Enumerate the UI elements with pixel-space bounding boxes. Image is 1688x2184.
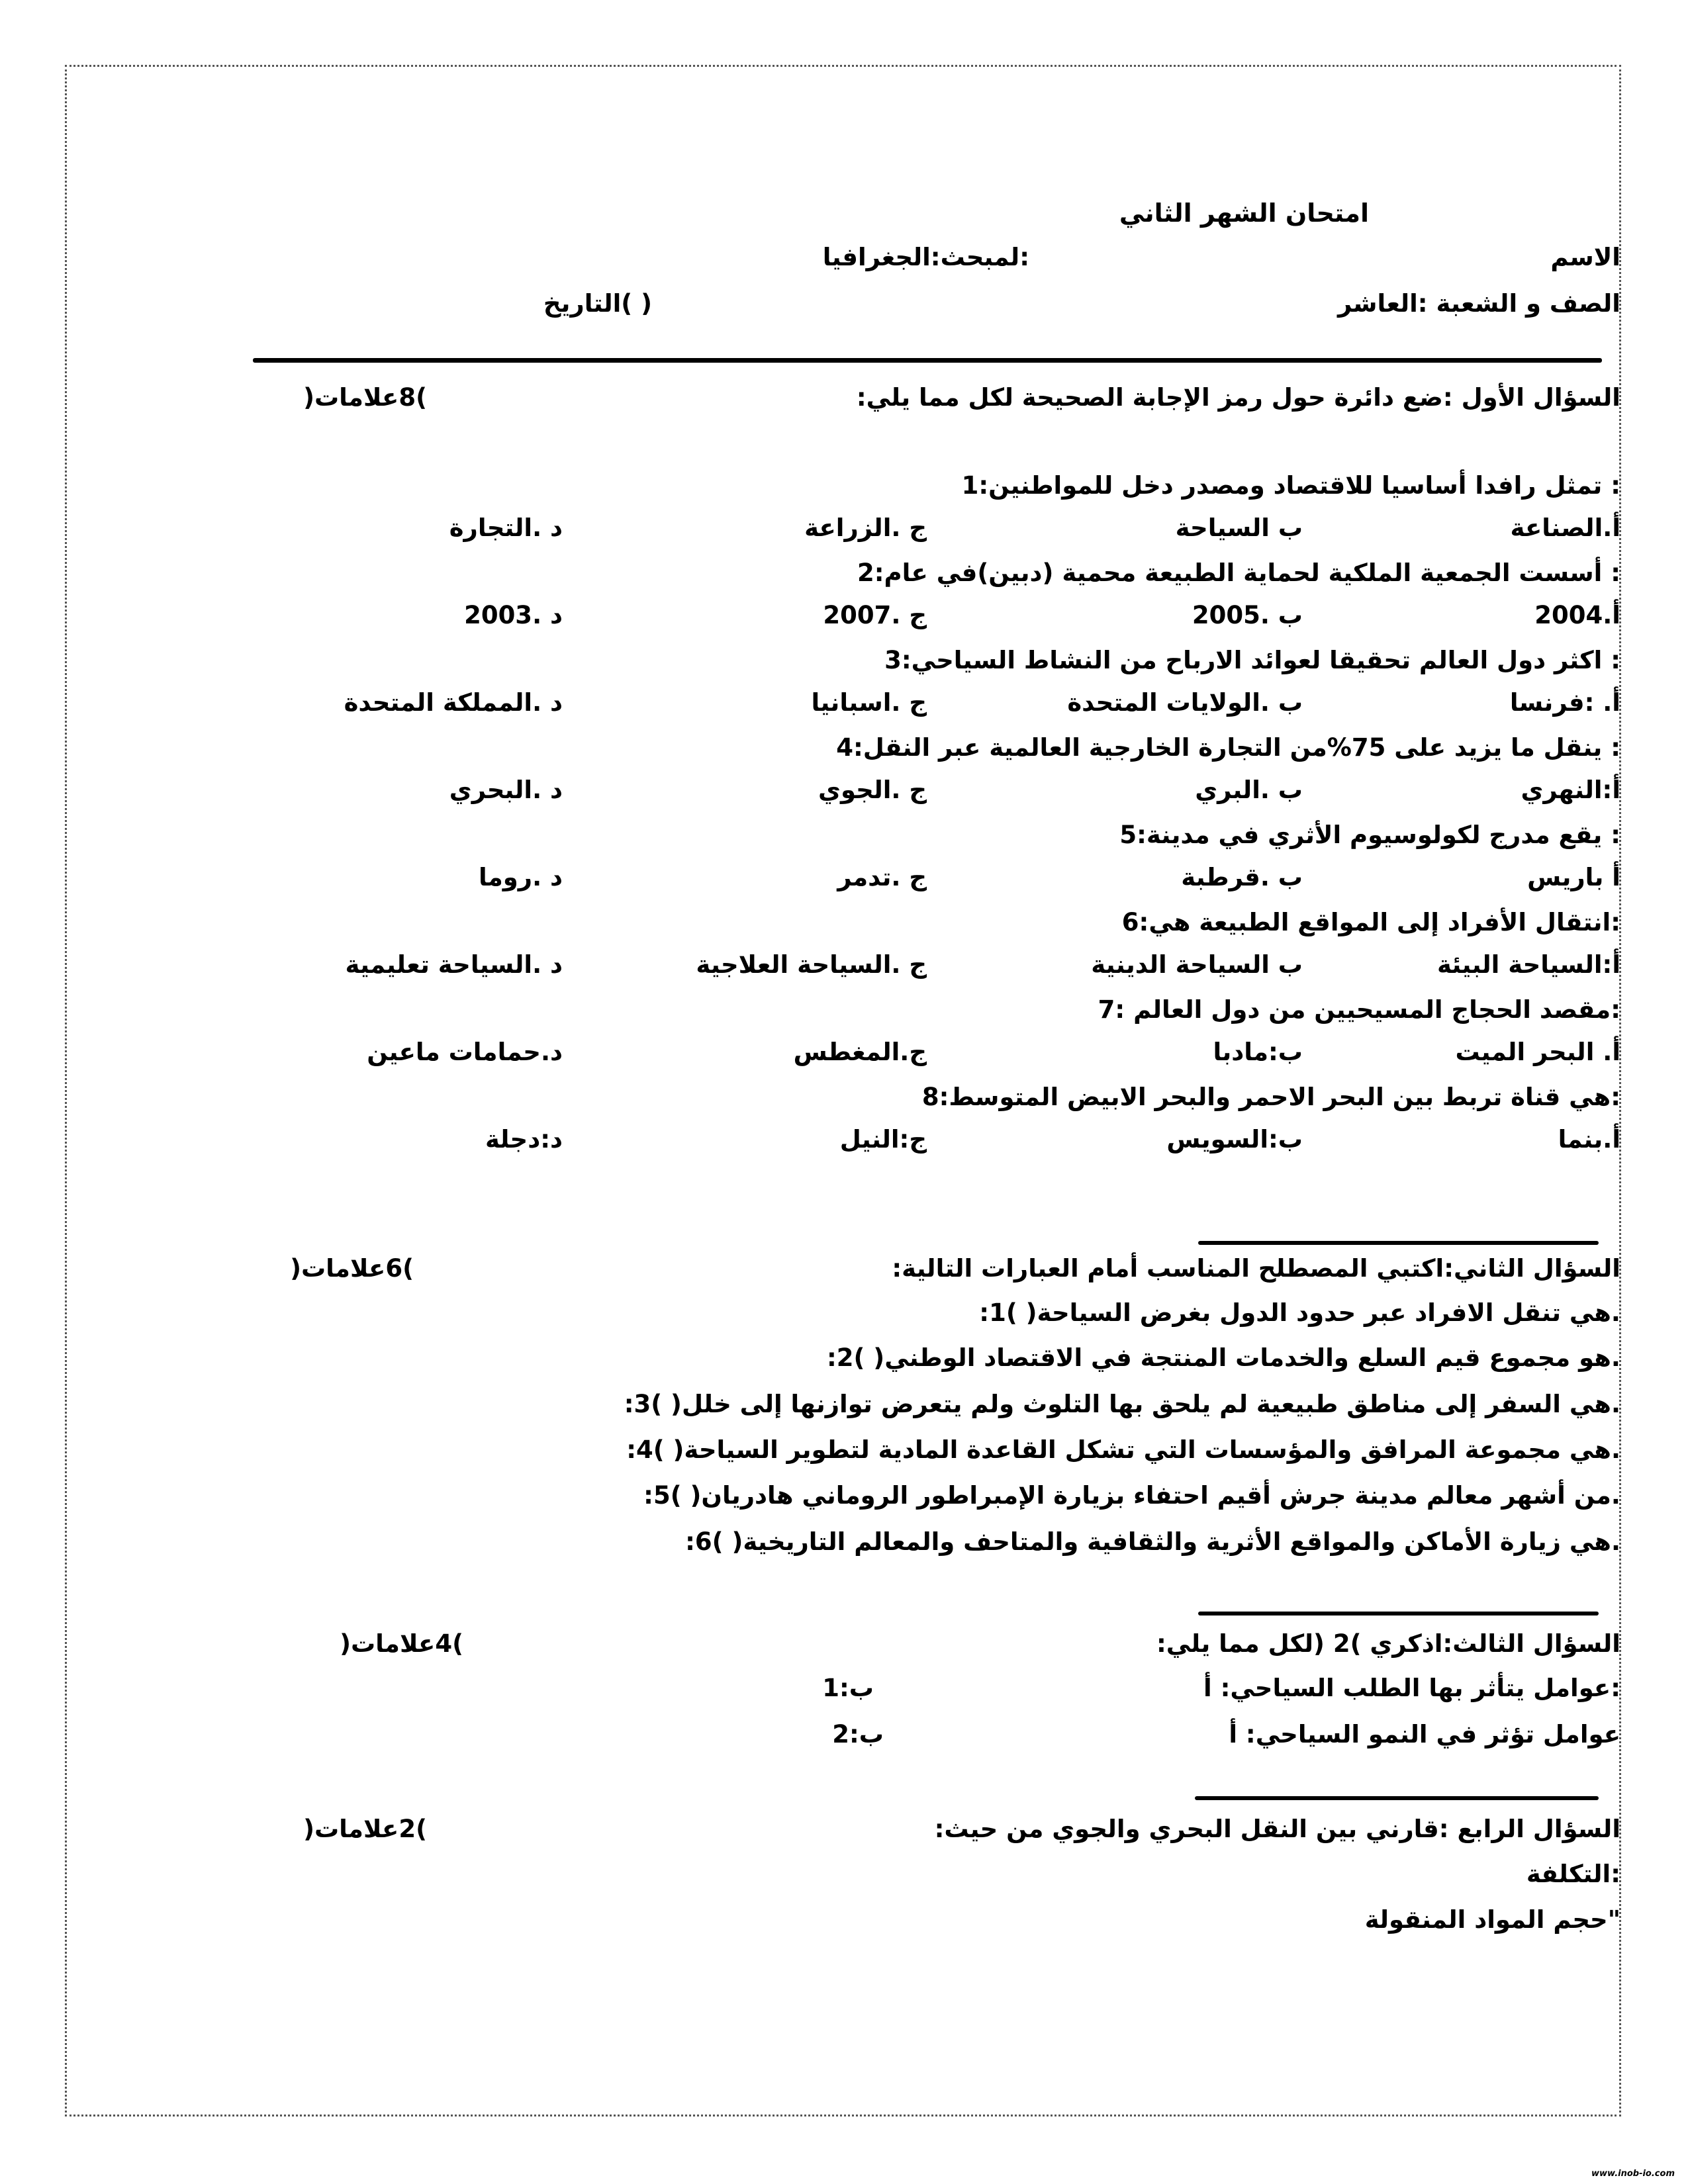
q1-option-c[interactable]: ج.المغطس <box>793 1038 927 1066</box>
q1-divider <box>1198 1241 1599 1245</box>
q1-option-d[interactable]: د .التجارة <box>449 514 563 542</box>
q1-option-a[interactable]: أ.2004 <box>1534 601 1620 629</box>
q1-option-d[interactable]: د.حمامات ماعين <box>367 1038 563 1066</box>
q1-title: السؤال الأول :ضع دائرة حول رمز الإجابة الصحيحة لكل مما يلي: <box>856 383 1620 412</box>
q1-option-b[interactable]: ب .الولايات المتحدة <box>1067 688 1303 717</box>
q2-item: .هي السفر إلى مناطق طبيعية لم يلحق بها التلوث ولم يتعرض توازنها إلى خلل( )3: <box>624 1390 1620 1418</box>
q1-option-a[interactable]: أ.بنما <box>1558 1125 1620 1154</box>
q1-option-b[interactable]: ب السياحة <box>1175 514 1303 542</box>
q1-question-stem: : أسست الجمعية الملكية لحماية الطبيعة محمية (دبين)في عام:2 <box>857 559 1620 587</box>
q1-option-b[interactable]: ب .2005 <box>1192 601 1303 629</box>
name-label: الاسم <box>1550 243 1620 271</box>
q1-question-stem: : تمثل رافدا أساسيا للاقتصاد ومصدر دخل للمواطنين:1 <box>961 471 1620 500</box>
q1-option-c[interactable]: ج .اسبانيا <box>811 688 927 717</box>
q1-option-b[interactable]: ب:مادبا <box>1213 1038 1303 1066</box>
q2-item: .هي تنقل الافراد عبر حدود الدول بغرض السياحة( )1: <box>979 1298 1620 1327</box>
q1-question-stem: : يقع مدرج لكولوسيوم الأثري في مدينة:5 <box>1119 821 1620 849</box>
q2-divider <box>1198 1612 1599 1615</box>
q1-option-c[interactable]: ج .تدمر <box>837 863 927 891</box>
subject-label: :لمبحث:الجغرافيا <box>822 243 1029 271</box>
q3-title: السؤال الثالث:اذكري )2 (لكل مما يلي: <box>1156 1629 1620 1658</box>
q2-item: .من أشهر معالم مدينة جرش أقيم احتفاء بزيارة الإمبراطور الروماني هادريان( )5: <box>643 1481 1620 1510</box>
q1-option-a[interactable]: أ:السياحة البيئة <box>1436 950 1620 979</box>
site-watermark: www.inob-io.com <box>1591 2169 1675 2179</box>
q3-item-label: عوامل تؤثر في النمو السياحي: أ <box>1229 1720 1620 1749</box>
q3-item-label: :عوامل يتأثر بها الطلب السياحي: أ <box>1203 1674 1620 1702</box>
q2-item: .هي مجموعة المرافق والمؤسسات التي تشكل القاعدة المادية لتطوير السياحة( )4: <box>626 1435 1620 1464</box>
q1-option-c[interactable]: ج .السياحة العلاجية <box>696 950 927 979</box>
q4-title: السؤال الرابع :قارني بين النقل البحري والجوي من حيث: <box>934 1815 1620 1843</box>
q1-question-stem: : ينقل ما يزيد على 75%من التجارة الخارجية العالمية عبر النقل:4 <box>836 733 1620 762</box>
q1-option-a[interactable]: أ. البحر الميت <box>1455 1038 1620 1066</box>
q1-question-stem: : اكثر دول العالم تحقيقا لعوائد الارباح من النشاط السياحي:3 <box>884 646 1620 674</box>
q3-item-b: ب:2 <box>832 1720 884 1749</box>
q2-marks: )6علامات( <box>290 1254 414 1283</box>
q3-marks: )4علامات( <box>340 1629 463 1658</box>
q1-option-d[interactable]: د .السياحة تعليمية <box>345 950 563 979</box>
q1-option-b[interactable]: ب السياحة الدينية <box>1091 950 1303 979</box>
q1-option-c[interactable]: ج .الزراعة <box>804 514 927 542</box>
header-divider <box>253 358 1602 363</box>
q4-item-volume: "حجم المواد المنقولة <box>1364 1905 1620 1934</box>
q2-item: .هي زيارة الأماكن والمواقع الأثرية والثقافية والمتاحف والمعالم التاريخية( )6: <box>685 1527 1620 1556</box>
q1-option-d[interactable]: د:دجلة <box>485 1125 563 1154</box>
q1-option-b[interactable]: ب .قرطبة <box>1181 863 1303 891</box>
q1-option-a[interactable]: أ. :فرنسا <box>1509 688 1620 717</box>
q4-item-cost: :التكلفة <box>1526 1860 1620 1888</box>
date-label: ( )التاريخ <box>543 289 652 318</box>
q2-title: السؤال الثاني:اكتبي المصطلح المناسب أمام العبارات التالية: <box>892 1254 1620 1283</box>
q4-marks: )2علامات( <box>303 1815 427 1843</box>
q1-question-stem: :مقصد الحجاج المسيحيين من دول العالم :7 <box>1098 995 1620 1024</box>
q1-option-b[interactable]: ب .البري <box>1195 776 1303 804</box>
q1-option-c[interactable]: ج:النيل <box>839 1125 927 1154</box>
q1-option-b[interactable]: ب:السويس <box>1166 1125 1303 1154</box>
q1-option-d[interactable]: د .المملكة المتحدة <box>344 688 563 717</box>
q1-option-a[interactable]: أ.الصناعة <box>1510 514 1620 542</box>
q1-option-d[interactable]: د .روما <box>478 863 563 891</box>
class-label: الصف و الشعبة :العاشر <box>1338 289 1620 318</box>
q2-item: .هو مجموع قيم السلع والخدمات المنتجة في الاقتصاد الوطني( )2: <box>826 1343 1620 1372</box>
q1-option-a[interactable]: أ باريس <box>1527 863 1620 891</box>
q1-question-stem: :هي قناة تربط بين البحر الاحمر والبحر الابيض المتوسط:8 <box>921 1083 1620 1111</box>
q1-option-c[interactable]: ج .2007 <box>823 601 927 629</box>
q1-option-c[interactable]: ج .الجوي <box>818 776 927 804</box>
q1-option-d[interactable]: د .البحري <box>449 776 563 804</box>
q1-option-a[interactable]: أ:النهري <box>1521 776 1620 804</box>
q1-question-stem: :انتقال الأفراد إلى المواقع الطبيعة هي:6 <box>1121 908 1620 936</box>
exam-title: امتحان الشهر الثاني <box>1119 199 1369 228</box>
q1-option-d[interactable]: د .2003 <box>464 601 563 629</box>
q3-divider <box>1195 1796 1599 1800</box>
q1-marks: )8علامات( <box>303 383 427 412</box>
q3-item-b: ب:1 <box>822 1674 874 1702</box>
